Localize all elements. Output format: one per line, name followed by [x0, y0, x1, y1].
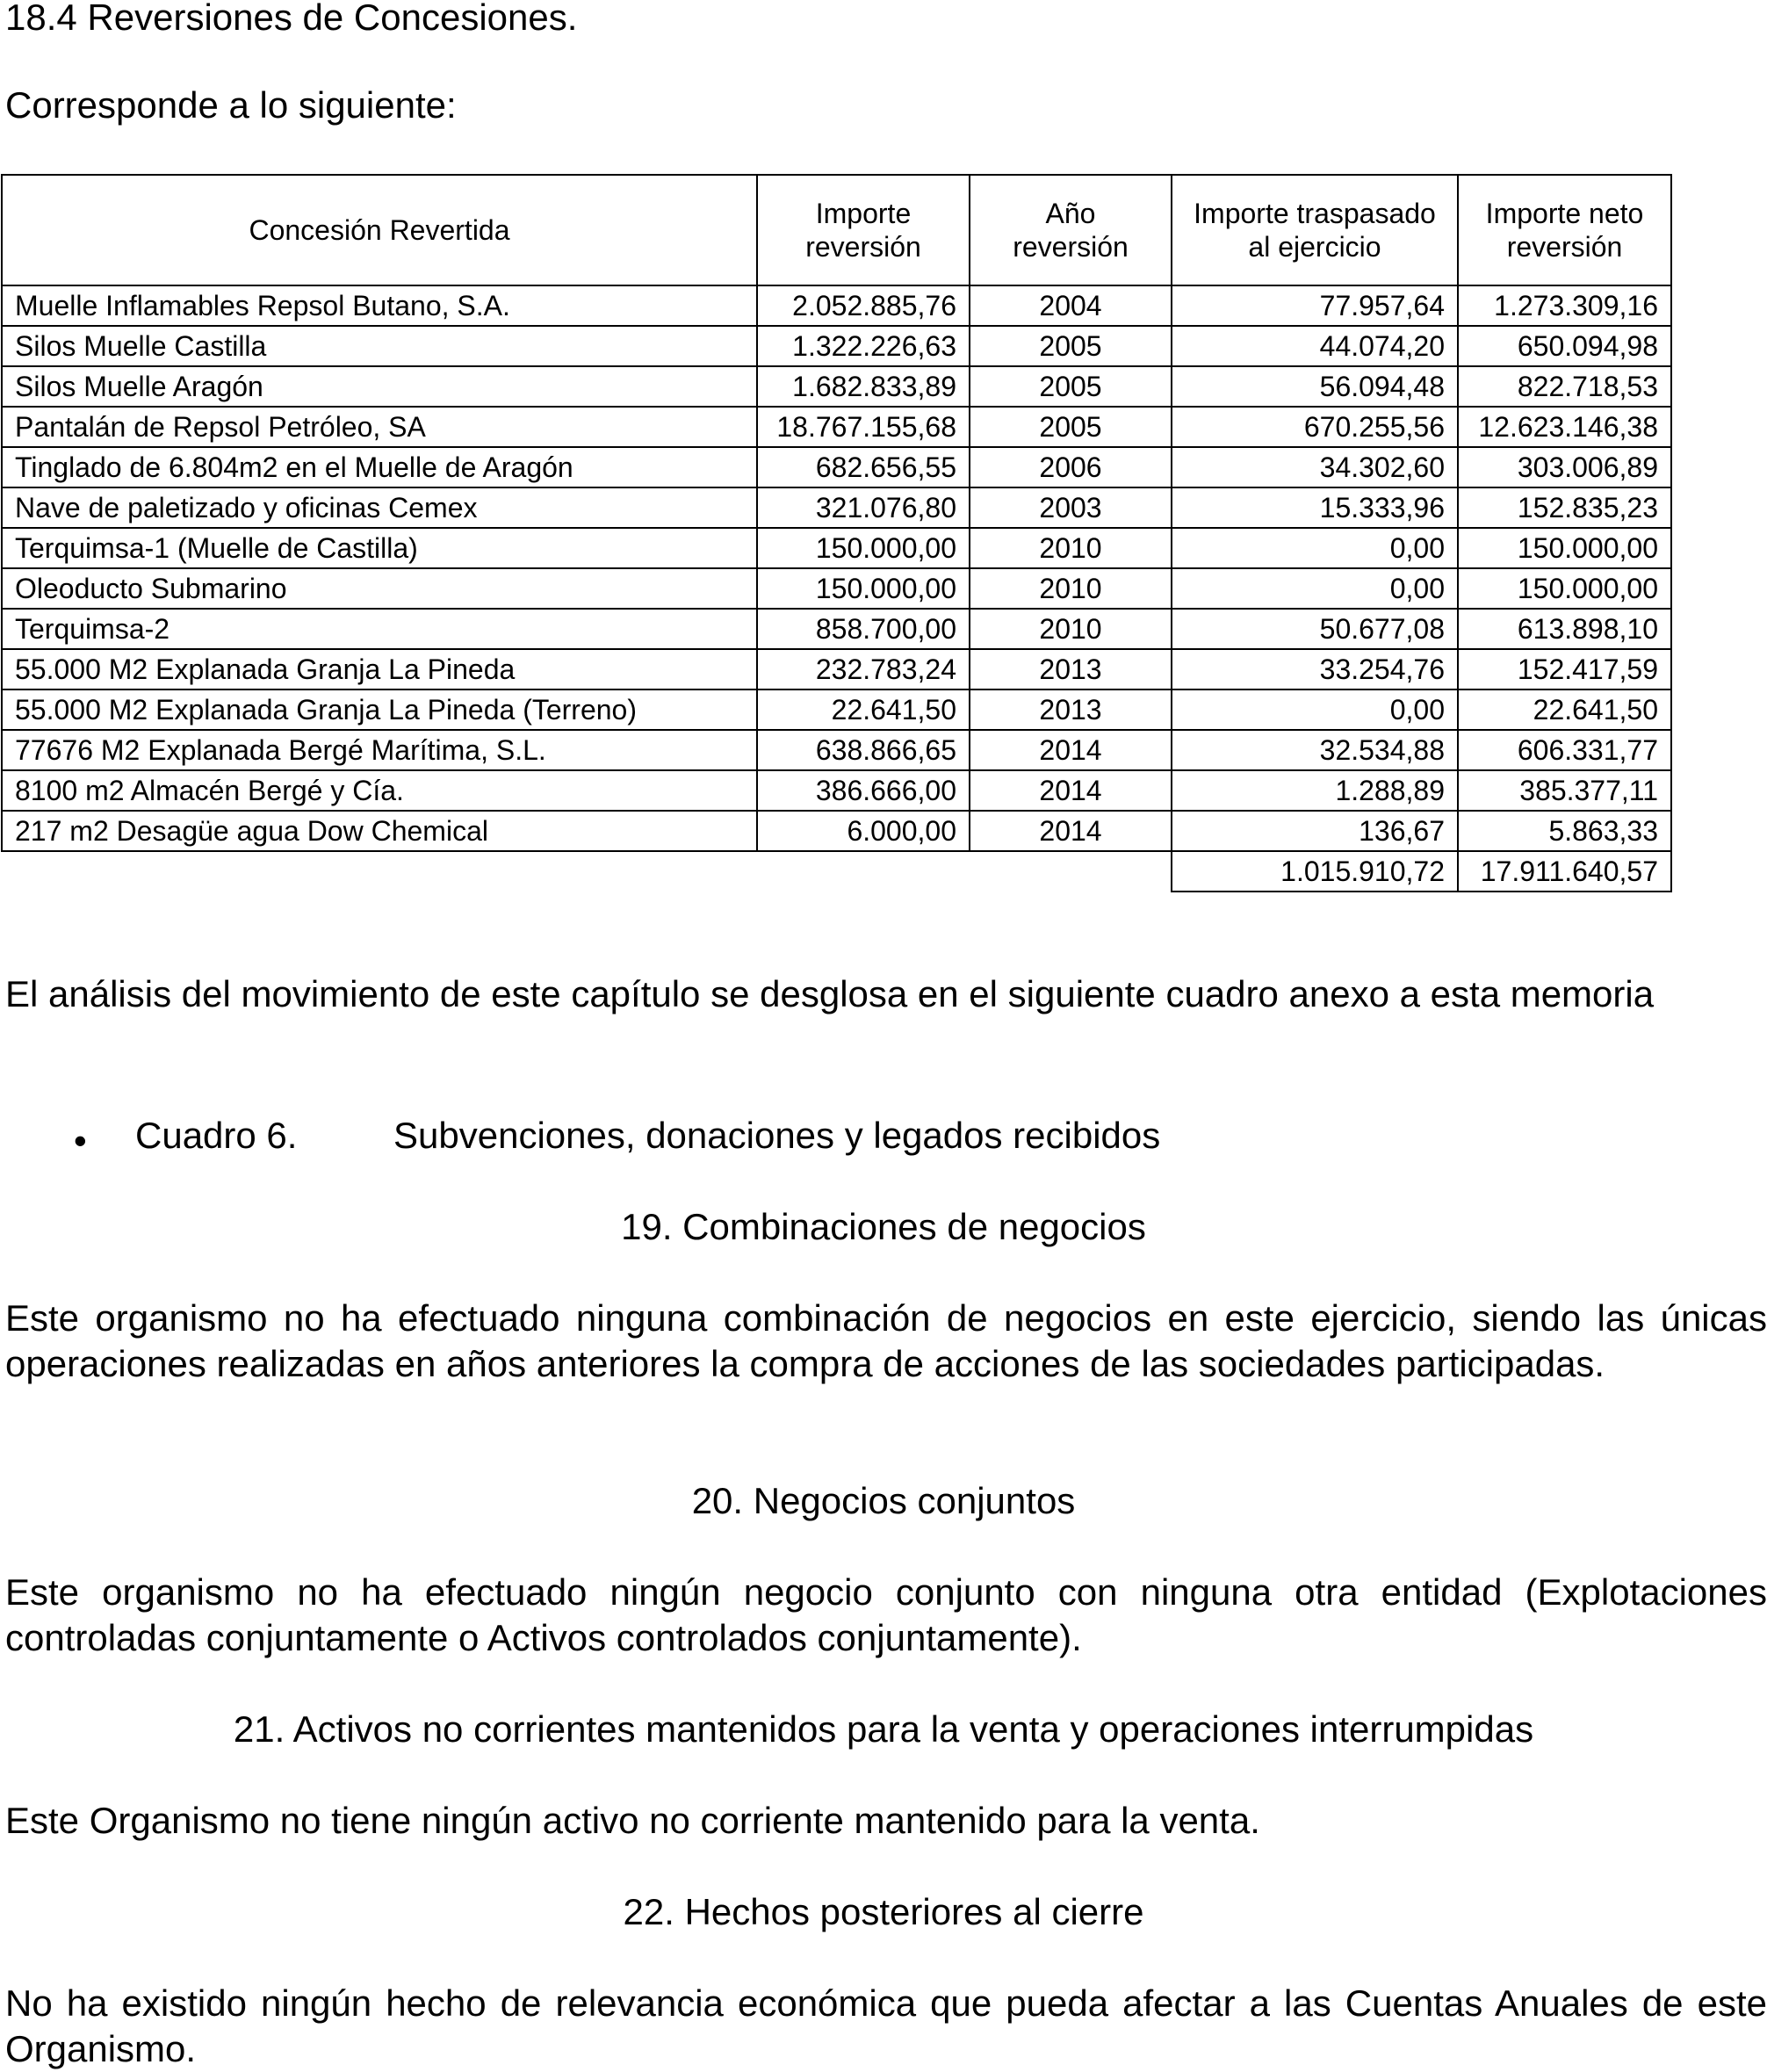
cell-traspasado: 0,00: [1172, 568, 1458, 609]
cell-neto: 150.000,00: [1458, 568, 1671, 609]
section-heading-18-4: 18.4 Reversiones de Concesiones.: [5, 0, 578, 38]
section-body-21: Este Organismo no tiene ningún activo no corriente mantenido para la venta.: [5, 1800, 1260, 1841]
cell-importe: 386.666,00: [757, 770, 970, 811]
table-row: [2, 447, 1671, 487]
cell-neto: 150.000,00: [1458, 528, 1671, 568]
cell-importe: 22.641,50: [757, 689, 970, 730]
cell-importe: 858.700,00: [757, 609, 970, 649]
cell-concesion: Terquimsa-2: [2, 609, 757, 649]
cell-neto: 303.006,89: [1458, 447, 1671, 487]
table-row: [2, 730, 1671, 770]
cell-ano: 2014: [970, 811, 1172, 851]
table-row: [2, 811, 1671, 851]
cell-neto: 1.273.309,16: [1458, 285, 1671, 326]
cell-neto: 22.641,50: [1458, 689, 1671, 730]
section-title-22: 22. Hechos posteriores al cierre: [623, 1891, 1144, 1932]
cell-neto: 650.094,98: [1458, 326, 1671, 366]
table-row: [2, 609, 1671, 649]
cell-concesion: Oleoducto Submarino: [2, 568, 757, 609]
header-ano-reversion: Año reversión: [970, 175, 1172, 285]
cell-concesion: Silos Muelle Aragón: [2, 366, 757, 407]
bullet-text: Subvenciones, donaciones y legados recibidos: [393, 1115, 1161, 1156]
cell-importe: 321.076,80: [757, 487, 970, 528]
cell-concesion: 55.000 M2 Explanada Granja La Pineda: [2, 649, 757, 689]
cell-importe: 232.783,24: [757, 649, 970, 689]
concessions-table: [1, 174, 1672, 892]
table-row: [2, 770, 1671, 811]
cell-concesion: 55.000 M2 Explanada Granja La Pineda (Terreno): [2, 689, 757, 730]
cell-concesion: Tinglado de 6.804m2 en el Muelle de Aragón: [2, 447, 757, 487]
cell-importe: 18.767.155,68: [757, 407, 970, 447]
cell-ano: 2014: [970, 770, 1172, 811]
cell-concesion: 8100 m2 Almacén Bergé y Cía.: [2, 770, 757, 811]
section-title-19: 19. Combinaciones de negocios: [621, 1206, 1146, 1247]
header-importe-traspasado: Importe traspasado al ejercicio: [1172, 175, 1458, 285]
bullet-symbol: •: [74, 1120, 87, 1161]
cell-neto: 152.417,59: [1458, 649, 1671, 689]
cell-neto: 606.331,77: [1458, 730, 1671, 770]
cell-traspasado: 77.957,64: [1172, 285, 1458, 326]
cell-ano: 2004: [970, 285, 1172, 326]
cell-neto: 5.863,33: [1458, 811, 1671, 851]
cell-concesion: Pantalán de Repsol Petróleo, SA: [2, 407, 757, 447]
cell-ano: 2013: [970, 649, 1172, 689]
cell-traspasado: 0,00: [1172, 689, 1458, 730]
section-body-19: Este organismo no ha efectuado ninguna combinación de negocios en este ejercicio, siendo las únicas operaciones realizadas en años anteriores la compra de acciones de las sociedades participadas.: [5, 1297, 1767, 1384]
totals-empty-cell: [757, 851, 970, 892]
cell-traspasado: 0,00: [1172, 528, 1458, 568]
cell-importe: 150.000,00: [757, 528, 970, 568]
cell-ano: 2005: [970, 326, 1172, 366]
cell-importe: 682.656,55: [757, 447, 970, 487]
table-row: [2, 487, 1671, 528]
cell-importe: 1.682.833,89: [757, 366, 970, 407]
table-totals-row: [2, 851, 1671, 892]
cell-importe: 1.322.226,63: [757, 326, 970, 366]
header-importe-reversion: Importe reversión: [757, 175, 970, 285]
table-row: [2, 528, 1671, 568]
cell-ano: 2005: [970, 407, 1172, 447]
intro-text: Corresponde a lo siguiente:: [5, 84, 457, 126]
cell-traspasado: 670.255,56: [1172, 407, 1458, 447]
table-row: [2, 285, 1671, 326]
cell-importe: 638.866,65: [757, 730, 970, 770]
cell-importe: 6.000,00: [757, 811, 970, 851]
cell-ano: 2010: [970, 568, 1172, 609]
analysis-paragraph: El análisis del movimiento de este capítulo se desglosa en el siguiente cuadro anexo a esta memoria: [5, 973, 1655, 1014]
table-row: [2, 649, 1671, 689]
total-neto: 17.911.640,57: [1458, 851, 1671, 892]
cell-ano: 2010: [970, 609, 1172, 649]
cell-traspasado: 32.534,88: [1172, 730, 1458, 770]
cell-traspasado: 44.074,20: [1172, 326, 1458, 366]
cell-traspasado: 50.677,08: [1172, 609, 1458, 649]
cell-concesion: Nave de paletizado y oficinas Cemex: [2, 487, 757, 528]
section-body-20: Este organismo no ha efectuado ningún negocio conjunto con ninguna otra entidad (Explotaciones controladas conjuntamente o Activos controlados conjuntamente).: [5, 1571, 1767, 1658]
cell-concesion: Muelle Inflamables Repsol Butano, S.A.: [2, 285, 757, 326]
cell-neto: 152.835,23: [1458, 487, 1671, 528]
cell-neto: 613.898,10: [1458, 609, 1671, 649]
cell-concesion: 77676 M2 Explanada Bergé Marítima, S.L.: [2, 730, 757, 770]
cell-ano: 2013: [970, 689, 1172, 730]
section-body-22: No ha existido ningún hecho de relevancia económica que pueda afectar a las Cuentas Anuales de este Organismo.: [5, 1982, 1767, 2069]
totals-empty-cell: [2, 851, 757, 892]
cell-neto: 385.377,11: [1458, 770, 1671, 811]
section-title-21: 21. Activos no corrientes mantenidos para la venta y operaciones interrumpidas: [233, 1708, 1534, 1750]
cell-ano: 2006: [970, 447, 1172, 487]
cell-ano: 2014: [970, 730, 1172, 770]
table-header-row: [2, 175, 1671, 285]
table-row: [2, 568, 1671, 609]
cell-ano: 2005: [970, 366, 1172, 407]
cell-traspasado: 33.254,76: [1172, 649, 1458, 689]
cell-traspasado: 15.333,96: [1172, 487, 1458, 528]
cell-importe: 150.000,00: [757, 568, 970, 609]
cell-traspasado: 136,67: [1172, 811, 1458, 851]
bullet-label: Cuadro 6.: [135, 1115, 298, 1156]
table-row: [2, 407, 1671, 447]
cell-concesion: 217 m2 Desagüe agua Dow Chemical: [2, 811, 757, 851]
cell-neto: 12.623.146,38: [1458, 407, 1671, 447]
cell-traspasado: 34.302,60: [1172, 447, 1458, 487]
cell-neto: 822.718,53: [1458, 366, 1671, 407]
totals-empty-cell: [970, 851, 1172, 892]
cell-traspasado: 56.094,48: [1172, 366, 1458, 407]
table-row: [2, 326, 1671, 366]
table-row: [2, 689, 1671, 730]
header-importe-neto: Importe neto reversión: [1458, 175, 1671, 285]
cell-importe: 2.052.885,76: [757, 285, 970, 326]
section-title-20: 20. Negocios conjuntos: [691, 1480, 1076, 1521]
header-concesion: Concesión Revertida: [2, 175, 757, 285]
cell-ano: 2010: [970, 528, 1172, 568]
table-row: [2, 366, 1671, 407]
cell-traspasado: 1.288,89: [1172, 770, 1458, 811]
cell-ano: 2003: [970, 487, 1172, 528]
total-traspasado: 1.015.910,72: [1172, 851, 1458, 892]
cell-concesion: Silos Muelle Castilla: [2, 326, 757, 366]
cell-concesion: Terquimsa-1 (Muelle de Castilla): [2, 528, 757, 568]
